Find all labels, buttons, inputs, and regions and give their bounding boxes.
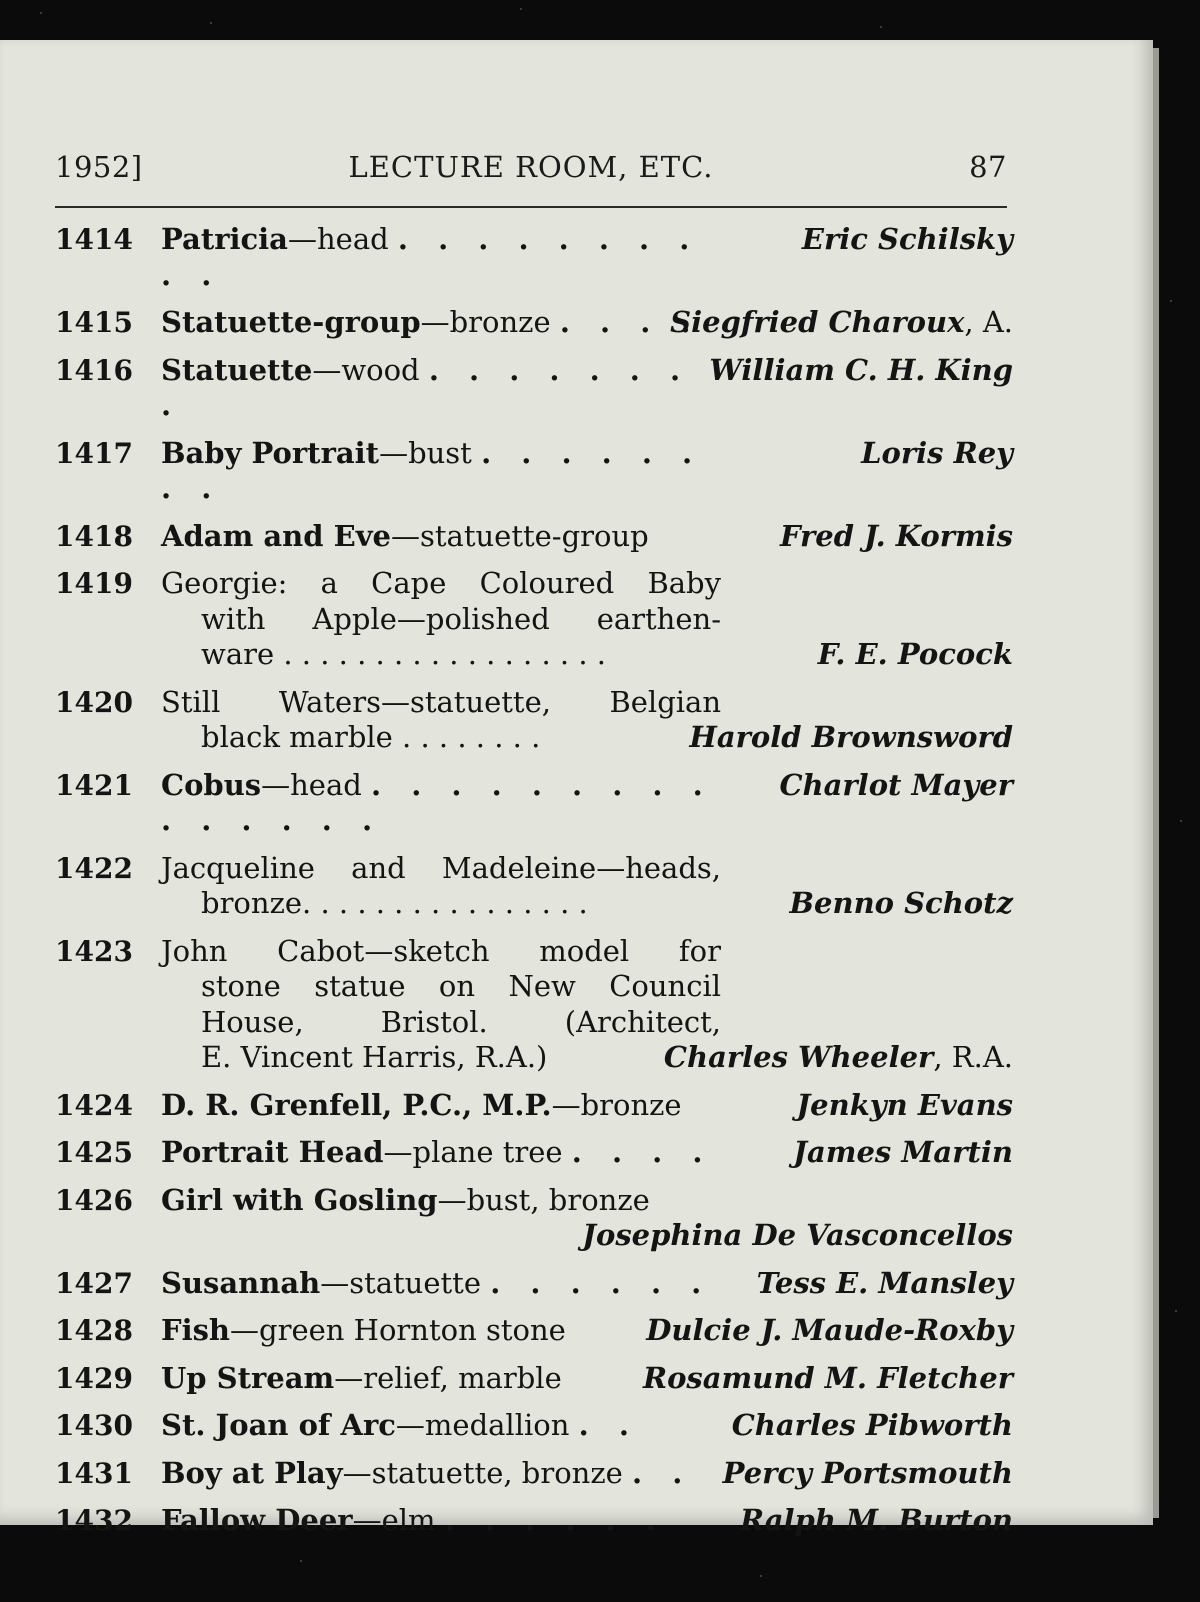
- catalogue-entry: [55, 1135, 1013, 1171]
- entry-title: Baby Portrait—bust . . . . . . . .: [161, 435, 703, 505]
- catalogue-entry: [55, 1183, 1013, 1254]
- header-rule: [55, 206, 1007, 208]
- entry-title: Patricia—head . . . . . . . . . .: [161, 222, 700, 292]
- catalogue-entry: [55, 1088, 1013, 1124]
- entry-number: 1418: [55, 519, 133, 553]
- entry-number: 1424: [55, 1088, 133, 1122]
- entry-number: 1427: [55, 1266, 133, 1300]
- catalogue-entry: [55, 1408, 1013, 1444]
- entry-artist: Dulcie J. Maude-Roxby: [646, 1313, 1013, 1347]
- entry-artist: F. E. Pocock: [817, 637, 1013, 671]
- entry-number: 1419: [55, 567, 133, 600]
- entry-artist: Benno Schotz: [789, 886, 1013, 920]
- entry-title: Statuette-group—bronze . . . .: [161, 305, 701, 339]
- entry-title-continued: stone statue on New Council: [201, 969, 721, 1003]
- entry-artist: Charles Wheeler, R.A.: [663, 1040, 1013, 1074]
- entry-title: Boy at Play—statuette, bronze . .: [161, 1455, 693, 1490]
- entry-title: Girl with Gosling—bust, bronze: [161, 1182, 650, 1217]
- entry-number: 1416: [55, 353, 133, 387]
- catalogue-entry: [55, 851, 1013, 922]
- entry-artist: Tess E. Mansley: [756, 1265, 1013, 1300]
- catalogue-entry: [55, 934, 1013, 1076]
- entry-artist: Josephina De Vasconcellos: [582, 1218, 1013, 1252]
- entry-title: Jacqueline and Madeleine—heads,: [161, 850, 721, 885]
- entry-title: Susannah—statuette . . . . . .: [161, 1265, 712, 1300]
- catalogue-entry: [55, 1266, 1013, 1302]
- entry-artist: Charlot Mayer: [779, 767, 1013, 802]
- entry-number: 1422: [55, 851, 133, 885]
- catalogue-entry: [55, 1503, 1013, 1539]
- entry-number: 1414: [55, 223, 133, 256]
- running-header: [55, 150, 1007, 194]
- entry-artist: Ralph M. Burton: [739, 1503, 1013, 1537]
- entry-artist: Siegfried Charoux, A.: [670, 305, 1013, 339]
- entry-artist: Percy Portsmouth: [722, 1455, 1013, 1490]
- entry-number: 1431: [55, 1456, 133, 1490]
- page-edge: [1153, 48, 1159, 1518]
- entry-artist: James Martin: [793, 1135, 1013, 1169]
- entry-title: John Cabot—sketch model for: [161, 933, 721, 968]
- entry-title-continued: E. Vincent Harris, R.A.): [201, 1040, 548, 1074]
- entry-number: 1428: [55, 1314, 133, 1347]
- catalogue-entry: [55, 222, 1013, 293]
- entry-title: Georgie: a Cape Coloured Baby: [161, 566, 721, 600]
- entry-number: 1426: [55, 1183, 133, 1217]
- entry-artist: Rosamund M. Fletcher: [642, 1360, 1013, 1395]
- entry-number: 1425: [55, 1136, 133, 1169]
- entry-title-continued: with Apple—polished earthen-: [201, 601, 721, 636]
- entry-title: St. Joan of Arc—medallion . .: [161, 1408, 639, 1442]
- entry-title: Cobus—head . . . . . . . . . . . . . . .: [161, 767, 713, 837]
- entry-number: 1421: [55, 768, 133, 802]
- page-number: 87: [969, 150, 1007, 184]
- entry-artist: Jenkyn Evans: [796, 1087, 1013, 1122]
- entry-artist: Eric Schilsky: [801, 222, 1013, 256]
- entry-title: Adam and Eve—statuette-group: [161, 518, 649, 553]
- entry-number: 1432: [55, 1504, 133, 1537]
- entry-title: Portrait Head—plane tree . . . .: [161, 1135, 713, 1169]
- catalogue-entry: [55, 1456, 1013, 1492]
- entry-title-continued: House, Bristol. (Architect,: [201, 1004, 721, 1039]
- entry-title-continued: black marble . . . . . . . .: [201, 720, 541, 754]
- catalogue-entry: [55, 1361, 1013, 1397]
- catalogue-entry: [55, 353, 1013, 424]
- entry-artist: Fred J. Kormis: [779, 518, 1013, 553]
- catalogue-entry: [55, 566, 1013, 673]
- entry-title: D. R. Grenfell, P.C., M.P.—bronze: [161, 1087, 682, 1122]
- entry-artist: Harold Brownsword: [689, 720, 1013, 754]
- entry-title-continued: bronze. . . . . . . . . . . . . . . .: [201, 886, 588, 920]
- header-year: 1952]: [55, 150, 143, 184]
- catalogue-entry: [55, 305, 1013, 341]
- catalogue-entry: [55, 768, 1013, 839]
- entry-artist: William C. H. King: [709, 352, 1013, 387]
- catalogue-entry: [55, 685, 1013, 756]
- header-title: LECTURE ROOM, ETC.: [348, 150, 714, 184]
- entry-title: Statuette—wood . . . . . . . .: [161, 352, 691, 422]
- entry-artist: Charles Pibworth: [731, 1408, 1013, 1442]
- entry-title: Still Waters—statuette, Belgian: [161, 684, 721, 719]
- catalogue-entry: [55, 1313, 1013, 1349]
- entry-artist: Loris Rey: [861, 435, 1013, 470]
- catalogue-entry: [55, 436, 1013, 507]
- entry-title: Fish—green Hornton stone: [161, 1313, 566, 1347]
- entry-number: 1429: [55, 1361, 133, 1395]
- entry-title-continued: ware . . . . . . . . . . . . . . . . . .: [201, 637, 606, 671]
- catalogue-entry: [55, 519, 1013, 555]
- entry-title: Fallow Deer—elm . . . . . .: [161, 1503, 666, 1537]
- entry-number: 1415: [55, 306, 133, 339]
- catalogue-entries: [55, 222, 1013, 1551]
- entry-number: 1417: [55, 436, 133, 470]
- entry-number: 1423: [55, 934, 133, 968]
- entry-title: Up Stream—relief, marble: [161, 1360, 562, 1395]
- entry-number: 1420: [55, 685, 133, 719]
- entry-number: 1430: [55, 1409, 133, 1442]
